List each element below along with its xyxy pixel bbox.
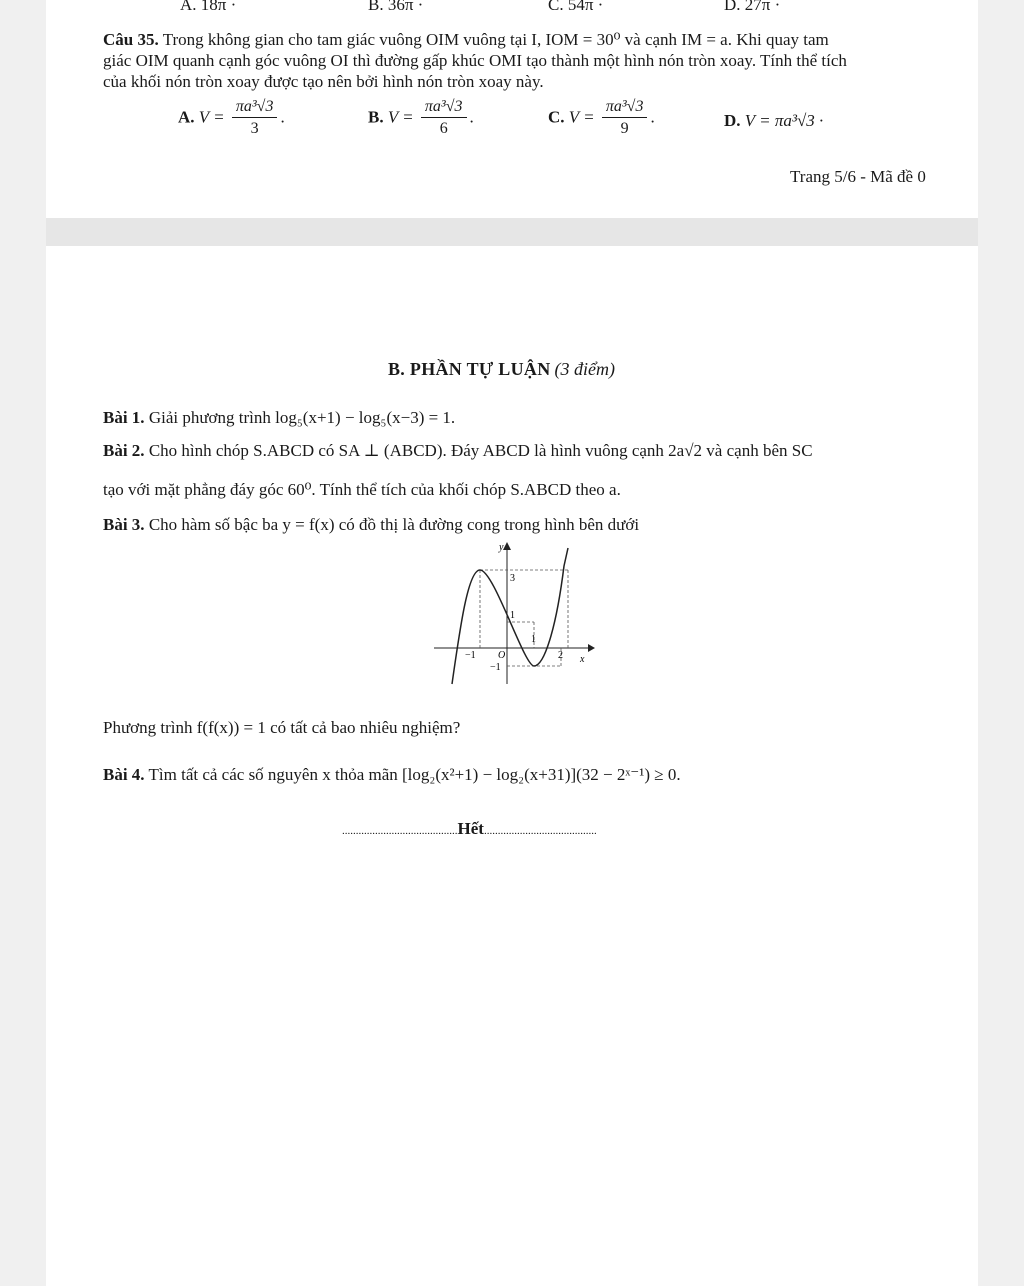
bai4 <box>103 764 681 785</box>
bai1-text: Giải phương trình log₅(x+1) − log₅(x−3) = 1. <box>148 408 456 427</box>
label-neg1-y: −1 <box>490 662 501 673</box>
end-marker <box>342 818 597 842</box>
bai3-text: Cho hàm số bậc ba y = f(x) có đồ thị là đường cong trong hình bên dưới <box>148 515 640 534</box>
choice-a-den: 3 <box>250 120 259 137</box>
label-origin: O <box>498 650 506 661</box>
choice-b-label: B. <box>368 107 384 127</box>
end-dots-right: ......................................... <box>483 825 597 837</box>
choice-b-fraction <box>421 97 467 140</box>
choice-b-den: 6 <box>439 120 448 137</box>
prev-answer-b: B. 36π · <box>368 0 424 14</box>
label-one-x: 1 <box>531 634 536 645</box>
section-points: (3 điểm) <box>554 359 615 379</box>
q35-text-1: Trong không gian cho tam giác vuông OIM vuông tại I, IOM = 30⁰ và cạnh IM = a. Khi quay tam <box>162 30 829 49</box>
page-footer: Trang 5/6 - Mã đề 0 <box>790 167 926 186</box>
q35-choice-d <box>724 110 823 131</box>
q35-line1 <box>103 29 829 50</box>
prev-answer-c: C. 54π · <box>548 0 604 14</box>
choice-a-label: A. <box>178 107 195 127</box>
bai4-label: Bài 4. <box>103 765 145 784</box>
choice-a-lhs: V = <box>198 107 225 127</box>
bai3-label: Bài 3. <box>103 515 145 534</box>
choice-c-num: πa³√3 <box>602 97 648 118</box>
cubic-graph <box>428 538 598 688</box>
label-x: x <box>580 654 585 665</box>
bai2-line2: tạo với mặt phẳng đáy góc 60⁰. Tính thể tích của khối chóp S.ABCD theo a. <box>103 480 621 499</box>
end-dots-left: .......................................... <box>342 825 458 837</box>
prev-answer-a: A. 18π · <box>180 0 237 14</box>
label-neg1-x: −1 <box>465 650 476 661</box>
x-axis-arrow <box>588 644 595 652</box>
bai2-label: Bài 2. <box>103 441 145 460</box>
section-title: B. PHẦN TỰ LUẬN <box>388 359 551 379</box>
page-separator <box>46 218 978 246</box>
q35-label: Câu 35. <box>103 30 159 49</box>
choice-d-label: D. <box>724 111 741 130</box>
choice-c-label: C. <box>548 107 565 127</box>
q35-choice-c: C. V = $\frac{\text{πa³√3}}{9}$ . <box>548 97 655 140</box>
end-word: Hết <box>457 819 484 838</box>
choice-b-num: πa³√3 <box>421 97 467 118</box>
bai1-label: Bài 1. <box>103 408 145 427</box>
choice-b-lhs: V = <box>387 107 414 127</box>
choice-a-fraction <box>232 97 278 140</box>
bai3 <box>103 514 639 535</box>
label-two: 2 <box>558 650 563 661</box>
q35-line2: giác OIM quanh cạnh góc vuông OI thì đường gấp khúc OMI tạo thành một hình nón tròn xoay. Tính thể tích <box>103 51 847 70</box>
choice-c-fraction <box>602 97 648 140</box>
choice-c-lhs: V = <box>568 107 595 127</box>
prev-answer-d: D. 27π · <box>724 0 781 14</box>
bai4-text: Tìm tất cả các số nguyên x thỏa mãn [log₂(x²+1) − log₂(x+31)](32 − 2ˣ⁻¹) ≥ 0. <box>148 765 681 784</box>
choice-c-den: 9 <box>620 120 629 137</box>
bai2-line1 <box>103 440 813 461</box>
choice-d-expr: V = πa³√3 · <box>744 111 824 130</box>
bai2-text-1: Cho hình chóp S.ABCD có SA ⊥ (ABCD). Đáy ABCD là hình vuông cạnh 2a√2 và cạnh bên SC <box>148 441 813 460</box>
q35-choice-b: B. V = $\frac{\text{πa³√3}}{6}$ . <box>368 97 474 140</box>
q35-choice-a: A. V = $\frac{\text{πa³√3}}{3}$ . <box>178 97 285 140</box>
choice-a-num: πa³√3 <box>232 97 278 118</box>
y-axis-arrow <box>503 542 511 550</box>
bai3-question: Phương trình f(f(x)) = 1 có tất cả bao nhiêu nghiệm? <box>103 718 461 737</box>
bai1 <box>103 407 455 428</box>
label-three: 3 <box>510 573 515 584</box>
label-one-y: 1 <box>510 610 515 621</box>
section-heading <box>388 359 615 380</box>
label-y: y <box>499 542 504 553</box>
q35-line3: của khối nón tròn xoay được tạo nên bởi hình nón tròn xoay này. <box>103 72 544 91</box>
